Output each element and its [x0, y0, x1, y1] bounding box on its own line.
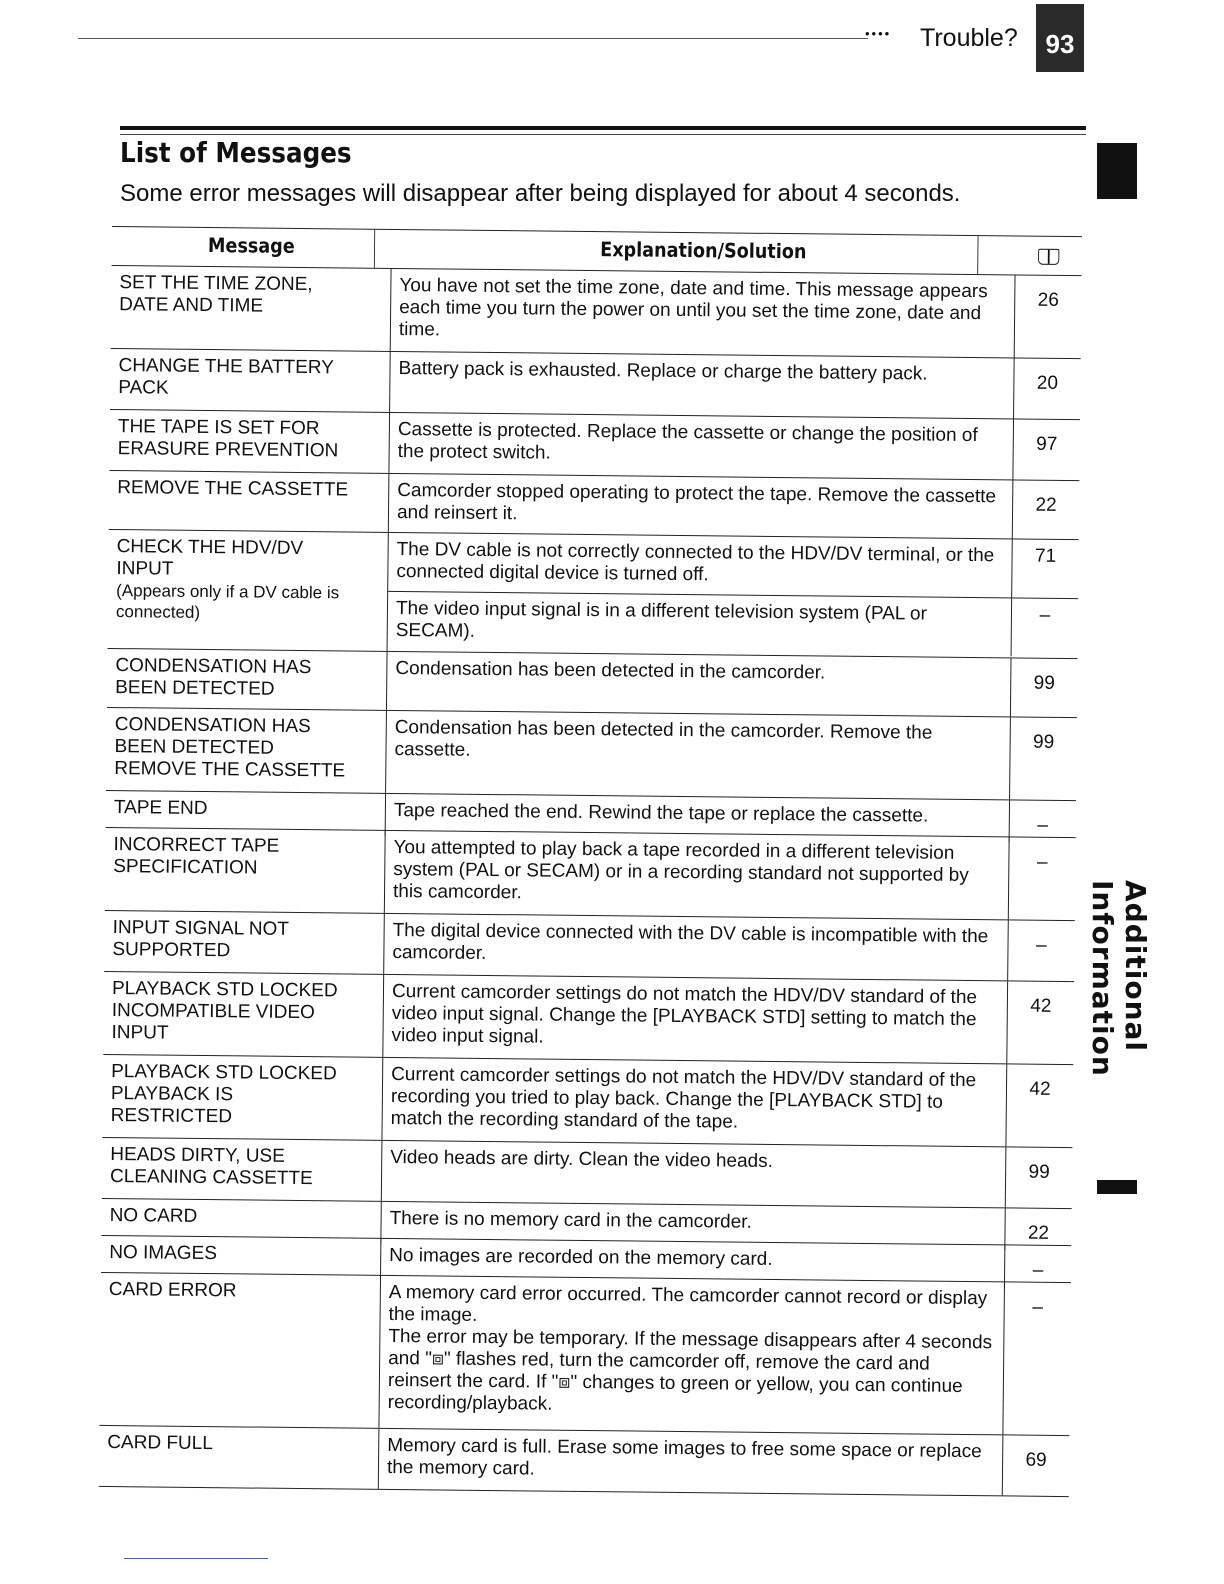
message-cell	[109, 410, 390, 473]
explanation-cell: No images are recorded on the memory card.	[381, 1239, 1005, 1288]
explanation-cell: The video input signal is in a different television system (PAL or SECAM).	[388, 592, 1013, 657]
explanation-cell: Camcorder stopped operating to protect the tape. Remove the cassette and reinsert it.	[389, 474, 1014, 539]
chapter-tab-marker	[1097, 143, 1137, 199]
page-ref-cell: 99	[1033, 672, 1055, 694]
message-cell	[102, 1055, 383, 1140]
table-row	[104, 911, 1075, 982]
message-text: CARD ERROR	[108, 1279, 237, 1302]
message-cell	[104, 911, 385, 974]
explanation-cell: Video heads are dirty. Clean the video heads.	[382, 1141, 1007, 1208]
header-page	[1020, 237, 1078, 276]
message-text: CARD FULL	[107, 1432, 213, 1455]
message-cell	[102, 1138, 383, 1201]
explanation-cell: Cassette is protected. Replace the cassette or change the position of the protect switch.	[389, 413, 1014, 480]
explanation-cell: Memory card is full. Erase some images to free some space or replace the memory card.	[379, 1429, 1004, 1496]
table-row	[102, 1138, 1073, 1209]
table-row	[111, 266, 1082, 359]
message-text: INPUT SIGNAL NOT SUPPORTED	[112, 917, 290, 962]
message-text: REMOVE THE CASSETTE	[117, 477, 349, 501]
explanation-cell: Tape reached the end. Rewind the tape or replace the cassette.	[386, 794, 1010, 843]
explanation-cell: A memory card error occurred. The camcorder cannot record or display the image. The error may be temporary. If the message disappears after 4 seconds and "⧈" flashes red, turn the camcorder off, remove the card and reinsert the card. If "⧈" changes to green or yellow, you can continue recording/playback.	[379, 1276, 1005, 1435]
page-ref-cell: 20	[1036, 372, 1059, 394]
table-body	[99, 266, 1082, 1497]
page-ref-cell: –	[1036, 934, 1047, 956]
table-row	[109, 471, 1080, 540]
page-ref-cell: 42	[1030, 995, 1052, 1017]
message-cell	[106, 708, 387, 793]
table-row	[105, 828, 1076, 921]
table-row	[108, 530, 1079, 659]
explanation-cell: Condensation has been detected in the camcorder. Remove the cassette.	[386, 711, 1011, 800]
message-cell	[109, 471, 390, 532]
message-text: TAPE END	[113, 797, 208, 820]
page-ref-cell: 69	[1025, 1449, 1047, 1471]
page-ref-cell: 99	[1028, 1161, 1050, 1183]
table-row	[102, 1055, 1073, 1148]
table-row	[99, 1426, 1070, 1497]
explanation-cell: Battery pack is exhausted. Replace or charge the battery pack.	[390, 352, 1015, 419]
table-row	[110, 349, 1081, 420]
intro-text: Some error messages will disappear after being displayed for about 4 seconds.	[120, 180, 961, 207]
message-cell	[111, 266, 392, 351]
message-cell	[110, 349, 391, 412]
title-rule-thick	[120, 126, 1086, 130]
page-ref-cell: 42	[1029, 1078, 1051, 1100]
explanation-cell: The DV cable is not correctly connected to the HDV/DV terminal, or the connected digital device is turned off.	[388, 533, 1013, 598]
table-row	[103, 972, 1074, 1065]
header-rule	[78, 38, 868, 39]
table-row	[107, 649, 1078, 718]
explanation-cell: Condensation has been detected in the camcorder.	[387, 652, 1012, 717]
message-text: THE TAPE IS SET FOR ERASURE PREVENTION	[117, 416, 339, 462]
page-ref-cell: 99	[1032, 731, 1055, 753]
message-cell	[99, 1426, 380, 1489]
explanation-cell: Current camcorder settings do not match the HDV/DV standard of the video input signal. Change the [PLAYBACK STD] setting to match the video input signal.	[383, 975, 1008, 1064]
page-ref-cell: –	[1032, 1259, 1044, 1281]
message-text: SET THE TIME ZONE, DATE AND TIME	[119, 272, 313, 317]
page-ref-cell: 71	[1034, 545, 1057, 567]
page-ref-cell: 26	[1037, 289, 1059, 311]
message-cell	[103, 972, 384, 1057]
message-text: INCORRECT TAPE SPECIFICATION	[113, 834, 280, 879]
messages-table	[99, 226, 1082, 1497]
page-ref-cell: –	[1039, 604, 1051, 626]
message-cell	[108, 530, 389, 651]
table-row	[109, 410, 1080, 481]
message-text: NO IMAGES	[109, 1242, 218, 1265]
page-number-badge: 93	[1036, 4, 1084, 72]
message-note: (Appears only if a DV cable is connected)	[115, 581, 340, 622]
explanation-cell: There is no memory card in the camcorder.	[381, 1202, 1005, 1251]
message-text: PLAYBACK STD LOCKED INCOMPATIBLE VIDEO INPUT	[111, 978, 338, 1044]
sub-row	[388, 591, 1079, 657]
page-ref-cell: –	[1032, 1296, 1044, 1318]
explanation-cell: You have not set the time zone, date and time. This message appears each time you turn the power on until you set the time zone, date and time.	[391, 269, 1016, 358]
title-rule-thin	[120, 134, 1086, 135]
page-ref-cell: –	[1037, 814, 1049, 836]
message-text: PLAYBACK STD LOCKED PLAYBACK IS RESTRICTED	[110, 1061, 337, 1128]
book-icon	[1038, 249, 1059, 265]
message-cell	[99, 1273, 381, 1428]
explanation-cell: The digital device connected with the DV cable is incompatible with the camcorder.	[384, 914, 1009, 981]
explanation-cell: You attempted to play back a tape recorded in a different television system (PAL or SECAM) or in a recording standard not supported by this camcorder.	[385, 831, 1010, 920]
message-text: HEADS DIRTY, USE CLEANING CASSETTE	[109, 1144, 313, 1190]
footer-rule	[124, 1558, 268, 1559]
message-text: CHECK THE HDV/DV INPUT	[116, 536, 304, 580]
page-ref-cell: 22	[1035, 494, 1057, 516]
header-message: Message	[128, 227, 375, 268]
header-explanation: Explanation/Solution	[429, 230, 978, 274]
message-cell	[105, 828, 386, 913]
table-row	[99, 1273, 1071, 1436]
chapter-tab-marker-small	[1097, 1180, 1137, 1194]
page-ref-cell: 22	[1027, 1222, 1050, 1244]
section-title: List of Messages	[120, 136, 352, 169]
message-text: CHANGE THE BATTERY PACK	[118, 355, 335, 399]
message-text: CONDENSATION HAS BEEN DETECTED	[115, 655, 312, 700]
message-cell	[107, 649, 388, 710]
table-row	[106, 708, 1077, 801]
header-dots: ••••	[865, 26, 892, 41]
message-text: CONDENSATION HAS BEEN DETECTED REMOVE THE CASSETTE	[114, 714, 346, 782]
side-tab-label: Additional Information	[1086, 880, 1152, 1077]
message-text: NO CARD	[109, 1205, 198, 1227]
page-ref-cell: 97	[1036, 433, 1058, 455]
explanation-cell: Current camcorder settings do not match the HDV/DV standard of the recording you tried to play back. Change the [PLAYBACK STD] to match the recording standard of the tape.	[382, 1058, 1007, 1147]
header-section-title: Trouble?	[920, 24, 1018, 52]
sub-rows	[388, 533, 1079, 658]
sub-row	[388, 533, 1079, 598]
page-ref-cell: –	[1036, 851, 1048, 873]
